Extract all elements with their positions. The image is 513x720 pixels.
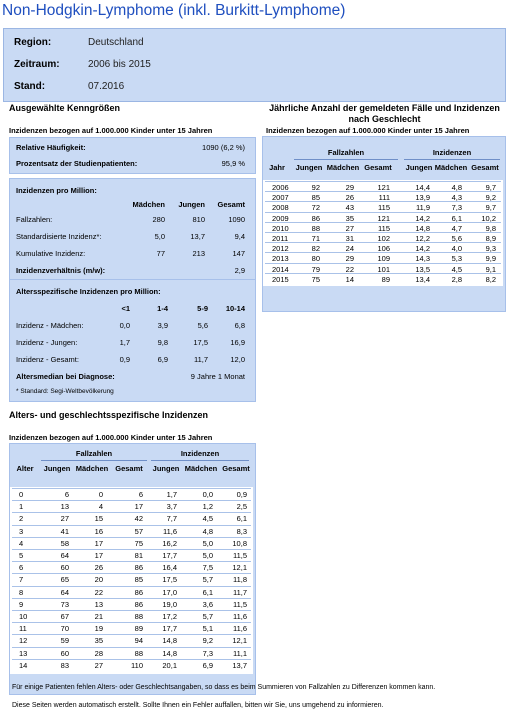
table-cell: 71 [311, 234, 320, 243]
jaehrlich-title-2: nach Geschlecht [348, 114, 421, 124]
region-label: Region: [14, 37, 52, 48]
table-cell: 17 [94, 551, 103, 560]
table-cell: 0 [98, 490, 103, 499]
footer-line-2: Diese Seiten werden automatisch erstellt. Sollte Ihnen ein Fehler auffallen, bitten wir Sie, uns umgehend zu informieren. [12, 702, 384, 709]
row-key: 3 [19, 526, 24, 536]
alters-subtitle: Inzidenzen bezogen auf 1.000.000 Kinder unter 15 Jahren [9, 433, 213, 442]
table-cell: 16,2 [162, 538, 177, 548]
row-divider [12, 561, 251, 562]
row-key: 10 [19, 612, 28, 621]
table-cell: 0,9 [236, 490, 247, 499]
table-cell: 9,8 [485, 223, 496, 233]
table-cell: 6,1 [451, 213, 462, 223]
row-label: Kumulative Inzidenz: [16, 249, 86, 258]
row-label: Fallzahlen: [16, 215, 53, 224]
table-cell: 14,4 [415, 183, 430, 192]
table-cell: 85 [311, 193, 320, 203]
column-header: Gesamt [364, 163, 392, 172]
row-divider [12, 549, 251, 550]
table-cell: 9,2 [485, 193, 496, 203]
row-divider [12, 525, 251, 526]
row-key: 9 [19, 599, 24, 609]
table-cell: 58 [60, 538, 69, 548]
header-box [3, 28, 506, 102]
table-cell: 19 [94, 624, 103, 634]
table-cell: 28 [94, 648, 103, 658]
table-cell: 9,3 [485, 244, 496, 254]
table-cell: 13,9 [415, 193, 430, 203]
table-cell: 65 [60, 575, 69, 585]
row-divider [12, 622, 251, 623]
table-cell: 6,9 [202, 660, 213, 670]
table-cell: 3,7 [166, 502, 177, 512]
zeitraum-value: 2006 bis 2015 [88, 59, 151, 70]
table-cell: 4,8 [451, 183, 462, 192]
cell: 0,9 [119, 355, 130, 364]
table-cell: 8,3 [236, 526, 247, 536]
table-cell: 121 [377, 213, 390, 223]
table-cell: 14,3 [415, 254, 430, 264]
cell: 9,8 [157, 338, 168, 347]
jaehrlich-subtitle: Inzidenzen bezogen auf 1.000.000 Kinder unter 15 Jahren [266, 126, 470, 135]
verh-value: 2,9 [234, 266, 245, 275]
table-cell: 109 [377, 254, 390, 264]
ipm-title: Inzidenzen pro Million: [16, 186, 97, 195]
cell: 6,8 [234, 321, 245, 330]
row-key: 1 [19, 502, 24, 512]
table-cell: 4,3 [451, 193, 462, 203]
alters-title: Alters- und geschlechtsspezifische Inzidenzen [9, 410, 209, 420]
footnote: * Standard: Segi-Weltbevölkerung [16, 388, 114, 395]
cell: 9,4 [234, 232, 245, 241]
table-cell: 3,6 [202, 599, 213, 609]
cell: 11,7 [193, 355, 208, 364]
table-cell: 7,3 [451, 203, 462, 213]
table-cell: 9,7 [485, 183, 496, 192]
table-cell: 86 [134, 599, 143, 609]
table-cell: 73 [60, 599, 69, 609]
table-cell: 11,5 [232, 551, 247, 560]
row-divider [12, 586, 251, 587]
row-key: 2007 [272, 193, 289, 203]
table-cell: 86 [134, 563, 143, 573]
row-key: 2015 [272, 274, 289, 284]
table-cell: 14,8 [162, 648, 177, 658]
cell: 3,9 [157, 321, 168, 330]
table-cell: 67 [60, 612, 69, 621]
row-divider [265, 273, 501, 274]
table-cell: 29 [345, 254, 354, 264]
table-cell: 106 [377, 244, 390, 254]
column-header: Gesamt [115, 464, 143, 473]
row-key: 2013 [272, 254, 289, 264]
table-cell: 9,1 [485, 264, 496, 274]
table-cell: 6,1 [236, 514, 247, 524]
table-cell: 35 [345, 213, 354, 223]
table-cell: 4,5 [202, 514, 213, 524]
table-cell: 4,7 [451, 223, 462, 233]
row-divider [265, 191, 501, 192]
table-cell: 111 [378, 193, 390, 203]
page-title: Non-Hodgkin-Lymphome (inkl. Burkitt-Lymphome) [2, 2, 346, 19]
alt-col: 10-14 [225, 304, 245, 313]
table-cell: 19,0 [162, 599, 177, 609]
col-jungen: Jungen [178, 200, 205, 209]
table-cell: 1,7 [166, 490, 177, 499]
table-cell: 5,1 [202, 624, 213, 634]
table-cell: 6 [64, 490, 69, 499]
table-cell: 13,7 [232, 660, 247, 670]
table-cell: 8,9 [485, 234, 496, 243]
row-divider [12, 598, 251, 599]
col-maedchen: Mädchen [132, 200, 165, 209]
table-cell: 5,3 [451, 254, 462, 264]
column-header: Mädchen [434, 163, 468, 172]
table-cell: 11,7 [232, 587, 247, 597]
column-header: Jungen [295, 163, 323, 172]
table-cell: 13,4 [415, 274, 430, 284]
row-divider [265, 212, 501, 213]
col-gesamt: Gesamt [217, 200, 245, 209]
row-key: 2009 [272, 213, 289, 223]
table-cell: 57 [134, 526, 143, 536]
table-cell: 35 [94, 636, 103, 646]
row-divider [265, 263, 501, 264]
table-cell: 1,2 [202, 502, 213, 512]
row-label: Standardisierte Inzidenz*: [16, 232, 102, 241]
column-header: Jahr [269, 163, 285, 172]
table-cell: 88 [311, 223, 320, 233]
table-cell: 83 [60, 660, 69, 670]
table-cell: 4,0 [451, 244, 462, 254]
table-cell: 7,3 [202, 648, 213, 658]
jaehrlich-title-1: Jährliche Anzahl der gemeldeten Fälle und Inzidenzen [269, 103, 500, 113]
table-cell: 115 [378, 203, 390, 213]
row-key: 6 [19, 563, 24, 573]
table-cell: 22 [94, 587, 103, 597]
table-cell: 27 [94, 660, 103, 670]
table-cell: 9,7 [485, 203, 496, 213]
row-divider [12, 634, 251, 635]
row-divider [12, 610, 251, 611]
table-cell: 101 [377, 264, 390, 274]
table-cell: 115 [378, 223, 390, 233]
table-cell: 11,6 [232, 612, 247, 621]
row-divider [265, 201, 501, 202]
row-key: 2006 [272, 183, 289, 192]
table-cell: 11,5 [232, 599, 247, 609]
column-header: Jungen [405, 163, 433, 172]
table-cell: 89 [134, 624, 143, 634]
table-cell: 70 [60, 624, 69, 634]
column-header: Jungen [43, 464, 71, 473]
table-cell: 80 [311, 254, 320, 264]
column-header: Gesamt [222, 464, 250, 473]
table-cell: 88 [134, 648, 143, 658]
table-cell: 75 [311, 274, 320, 284]
table-cell: 21 [94, 612, 103, 621]
column-header: Alter [16, 464, 34, 473]
table-cell: 14,2 [415, 244, 430, 254]
row-divider [265, 222, 501, 223]
table-cell: 85 [134, 575, 143, 585]
table-cell: 17,0 [162, 587, 177, 597]
row-key: 4 [19, 538, 24, 548]
table-cell: 14,8 [415, 223, 430, 233]
median-label: Altersmedian bei Diagnose: [16, 372, 115, 381]
cell: 5,6 [197, 321, 208, 330]
group-divider [294, 159, 398, 160]
region-value: Deutschland [88, 37, 144, 48]
cell: 6,9 [157, 355, 168, 364]
row-divider [265, 242, 501, 243]
table-cell: 14,8 [162, 636, 177, 646]
row-key: 8 [19, 587, 24, 597]
kenngroessen-title: Ausgewählte Kenngrößen [9, 103, 121, 113]
table-cell: 60 [60, 648, 69, 658]
group-inzidenzen: Inzidenzen [180, 449, 220, 458]
alt-title: Altersspezifische Inzidenzen pro Million: [16, 287, 161, 296]
column-header: Mädchen [184, 464, 218, 473]
table-cell: 6,1 [202, 587, 213, 597]
cell: 17,5 [193, 338, 208, 347]
table-cell: 20,1 [162, 660, 177, 670]
kenngroessen-subtitle: Inzidenzen bezogen auf 1.000.000 Kinder unter 15 Jahren [9, 126, 213, 135]
cell: 1,7 [119, 338, 130, 347]
table-cell: 11,1 [232, 648, 247, 658]
row-key: 14 [19, 660, 28, 670]
table-cell: 5,7 [202, 575, 213, 585]
row-divider [12, 537, 251, 538]
group-inzidenzen: Inzidenzen [432, 148, 472, 157]
table-cell: 13 [60, 502, 69, 512]
proz-value: 95,9 % [221, 159, 245, 168]
table-cell: 14,2 [415, 213, 430, 223]
table-cell: 89 [381, 274, 390, 284]
table-cell: 8,2 [485, 274, 496, 284]
rel-label: Relative Häufigkeit: [16, 143, 86, 152]
table-cell: 27 [345, 223, 354, 233]
table-cell: 17 [134, 502, 143, 512]
table-cell: 6 [138, 490, 143, 499]
table-cell: 31 [345, 234, 354, 243]
stand-value: 07.2016 [88, 81, 125, 92]
row-key: 7 [19, 575, 24, 585]
group-fallzahlen: Fallzahlen [75, 449, 113, 458]
table-cell: 60 [60, 563, 69, 573]
row-key: 2 [19, 514, 24, 524]
table-cell: 5,0 [202, 551, 213, 560]
table-cell: 5,7 [202, 612, 213, 621]
table-cell: 16,4 [162, 563, 177, 573]
cell: 16,9 [230, 338, 245, 347]
median-value: 9 Jahre 1 Monat [190, 372, 245, 381]
row-divider [12, 647, 251, 648]
haeufigkeit-panel [9, 137, 256, 174]
cell: 280 [152, 215, 165, 224]
row-divider [265, 252, 501, 253]
cell: 213 [192, 249, 205, 258]
row-key: 2011 [272, 234, 289, 243]
table-cell: 16 [94, 526, 103, 536]
cell: 147 [232, 249, 245, 258]
table-cell: 81 [134, 551, 143, 560]
table-cell: 5,6 [451, 234, 462, 243]
row-key: 2012 [272, 244, 289, 254]
table-cell: 10,8 [232, 538, 247, 548]
table-cell: 14 [345, 274, 354, 284]
row-label: Inzidenz - Jungen: [16, 338, 78, 347]
table-cell: 4,8 [202, 526, 213, 536]
row-key: 5 [19, 551, 24, 560]
table-cell: 82 [311, 244, 320, 254]
table-cell: 17,5 [162, 575, 177, 585]
row-key: 2008 [272, 203, 289, 213]
table-cell: 22 [345, 264, 354, 274]
table-cell: 26 [94, 563, 103, 573]
row-divider [265, 232, 501, 233]
cell: 810 [192, 215, 205, 224]
cell: 5,0 [154, 232, 165, 241]
table-cell: 20 [94, 575, 103, 585]
table-cell: 27 [60, 514, 69, 524]
table-cell: 11,8 [232, 575, 247, 585]
table-cell: 17 [94, 538, 103, 548]
table-cell: 92 [311, 183, 320, 192]
proz-label: Prozentsatz der Studienpatienten: [16, 159, 138, 168]
table-cell: 102 [377, 234, 390, 243]
table-cell: 79 [311, 264, 320, 274]
table-cell: 7,7 [166, 514, 177, 524]
table-cell: 12,1 [232, 636, 247, 646]
row-key: 0 [19, 490, 24, 499]
table-cell: 13,5 [415, 264, 430, 274]
table-cell: 11,6 [232, 624, 247, 634]
stand-label: Stand: [14, 81, 46, 92]
row-key: 2014 [272, 264, 289, 274]
table-cell: 17,7 [162, 624, 177, 634]
table-cell: 64 [60, 551, 69, 560]
group-divider [404, 159, 500, 160]
column-header: Gesamt [471, 163, 499, 172]
table-cell: 12,1 [232, 563, 247, 573]
row-divider [12, 659, 251, 660]
row-divider [12, 488, 251, 489]
table-cell: 5,0 [202, 538, 213, 548]
row-key: 12 [19, 636, 28, 646]
row-divider [12, 500, 251, 501]
table-cell: 11,6 [162, 526, 177, 536]
table-cell: 9,9 [485, 254, 496, 264]
table-cell: 110 [131, 660, 143, 670]
table-cell: 11,9 [415, 203, 430, 213]
table-cell: 72 [311, 203, 320, 213]
group-fallzahlen: Fallzahlen [327, 148, 365, 157]
cell: 12,0 [230, 355, 245, 364]
row-label: Inzidenz - Gesamt: [16, 355, 79, 364]
table-cell: 13 [94, 599, 103, 609]
column-header: Mädchen [326, 163, 360, 172]
table-cell: 4,5 [451, 264, 462, 274]
alt-col: 1-4 [157, 304, 168, 313]
zeitraum-label: Zeitraum: [14, 59, 60, 70]
cell: 77 [156, 249, 165, 258]
cell: 0,0 [119, 321, 130, 330]
table-cell: 41 [60, 526, 69, 536]
row-divider [265, 181, 501, 182]
table-cell: 26 [345, 193, 354, 203]
alt-col: <1 [121, 304, 130, 313]
row-key: 11 [19, 624, 27, 634]
table-cell: 29 [345, 183, 354, 192]
table-cell: 7,5 [202, 563, 213, 573]
table-cell: 86 [134, 587, 143, 597]
table-cell: 59 [60, 636, 69, 646]
footer-line-1: Für einige Patienten fehlen Alters- oder Geschlechtsangaben, so dass es beim Summieren von Fallzahlen zu Differenzen kommen kann. [12, 684, 436, 691]
alt-col: 5-9 [197, 304, 208, 313]
row-label: Inzidenz - Mädchen: [16, 321, 84, 330]
cell: 13,7 [190, 232, 205, 241]
column-header: Jungen [152, 464, 180, 473]
table-cell: 0,0 [202, 490, 213, 499]
cell: 1090 [228, 215, 245, 224]
rel-value: 1090 (6,2 %) [202, 143, 245, 152]
table-cell: 17,7 [162, 551, 177, 560]
group-divider [151, 460, 249, 461]
group-divider [41, 460, 147, 461]
verh-label: Inzidenzverhältnis (m/w): [16, 266, 106, 275]
table-cell: 86 [311, 213, 320, 223]
table-cell: 12,2 [415, 234, 430, 243]
row-key: 13 [19, 648, 28, 658]
table-cell: 24 [345, 244, 354, 254]
row-divider [12, 512, 251, 513]
table-cell: 4 [98, 502, 103, 512]
table-cell: 2,8 [451, 274, 462, 284]
table-cell: 10,2 [481, 213, 496, 223]
table-cell: 88 [134, 612, 143, 621]
table-cell: 64 [60, 587, 69, 597]
inzidenzen-panel [9, 178, 256, 402]
table-cell: 121 [377, 183, 390, 192]
table-cell: 9,2 [202, 636, 213, 646]
row-divider [12, 573, 251, 574]
table-cell: 75 [134, 538, 143, 548]
row-key: 2010 [272, 223, 289, 233]
table-cell: 17,2 [162, 612, 177, 621]
table-cell: 43 [345, 203, 354, 213]
table-cell: 15 [94, 514, 103, 524]
table-cell: 94 [134, 636, 143, 646]
column-header: Mädchen [75, 464, 109, 473]
table-cell: 2,5 [236, 502, 247, 512]
table-cell: 42 [134, 514, 143, 524]
